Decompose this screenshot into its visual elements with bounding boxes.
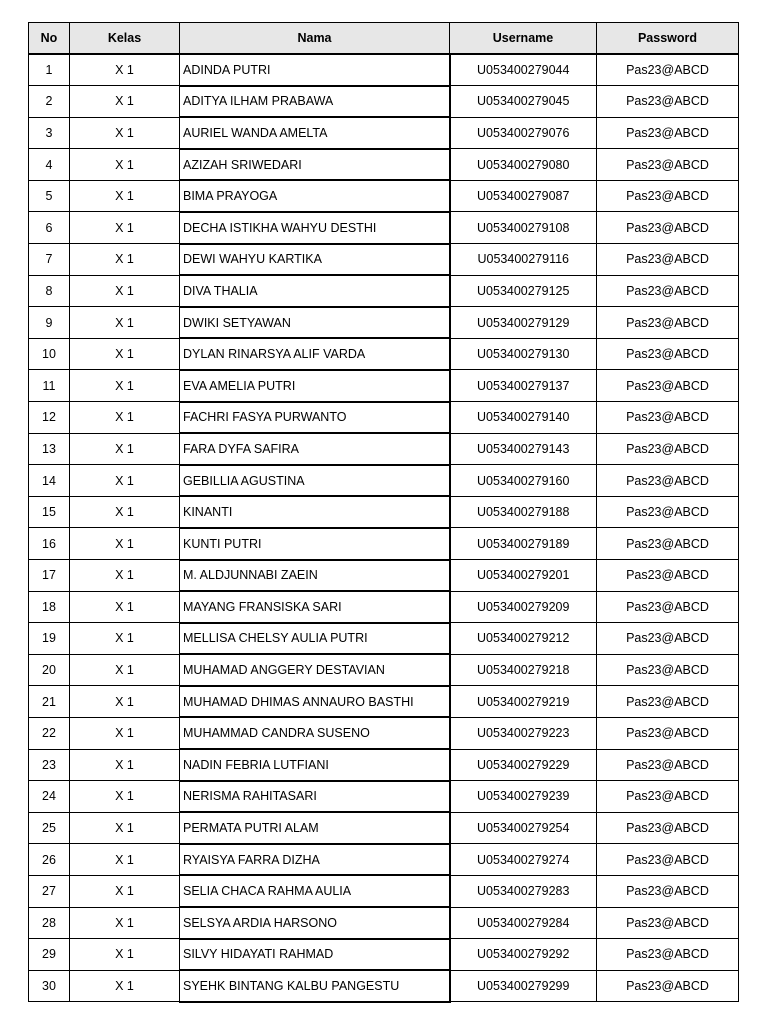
table-row	[29, 465, 739, 497]
table-row	[29, 275, 739, 307]
cell-nama: PERMATA PUTRI ALAM	[180, 812, 450, 844]
cell-username: U053400279137	[450, 370, 597, 402]
cell-nama: MUHAMAD DHIMAS ANNAURO BASTHI	[180, 686, 450, 718]
cell-username: U053400279076	[450, 117, 597, 149]
cell-nama: SILVY HIDAYATI RAHMAD	[180, 939, 450, 971]
cell-no: 12	[29, 402, 70, 434]
cell-password: Pas23@ABCD	[597, 307, 739, 339]
cell-kelas: X 1	[70, 939, 180, 971]
cell-nama: MAYANG FRANSISKA SARI	[180, 591, 450, 623]
cell-password: Pas23@ABCD	[597, 370, 739, 402]
cell-username: U053400279239	[450, 781, 597, 813]
table-row	[29, 212, 739, 244]
cell-password: Pas23@ABCD	[597, 275, 739, 307]
table-row	[29, 844, 739, 876]
cell-kelas: X 1	[70, 149, 180, 181]
cell-no: 17	[29, 560, 70, 592]
cell-kelas: X 1	[70, 244, 180, 276]
cell-no: 14	[29, 465, 70, 497]
table-body	[29, 54, 739, 1002]
cell-username: U053400279209	[450, 591, 597, 623]
cell-no: 29	[29, 939, 70, 971]
cell-username: U053400279080	[450, 149, 597, 181]
cell-kelas: X 1	[70, 717, 180, 749]
cell-username: U053400279201	[450, 560, 597, 592]
cell-username: U053400279130	[450, 338, 597, 370]
cell-kelas: X 1	[70, 686, 180, 718]
cell-no: 2	[29, 86, 70, 118]
cell-no: 28	[29, 907, 70, 939]
table-row	[29, 338, 739, 370]
cell-password: Pas23@ABCD	[597, 654, 739, 686]
cell-nama: ADINDA PUTRI	[180, 54, 450, 86]
cell-username: U053400279129	[450, 307, 597, 339]
cell-password: Pas23@ABCD	[597, 749, 739, 781]
cell-kelas: X 1	[70, 402, 180, 434]
table-row	[29, 402, 739, 434]
cell-password: Pas23@ABCD	[597, 844, 739, 876]
table-row	[29, 307, 739, 339]
cell-no: 11	[29, 370, 70, 402]
cell-no: 30	[29, 970, 70, 1002]
cell-nama: NERISMA RAHITASARI	[180, 781, 450, 813]
cell-no: 18	[29, 591, 70, 623]
cell-username: U053400279212	[450, 623, 597, 655]
cell-nama: AZIZAH SRIWEDARI	[180, 149, 450, 181]
cell-no: 6	[29, 212, 70, 244]
cell-no: 16	[29, 528, 70, 560]
cell-no: 9	[29, 307, 70, 339]
header-nama: Nama	[180, 23, 450, 55]
table-row	[29, 433, 739, 465]
cell-username: U053400279218	[450, 654, 597, 686]
cell-kelas: X 1	[70, 528, 180, 560]
cell-no: 15	[29, 496, 70, 528]
cell-password: Pas23@ABCD	[597, 244, 739, 276]
table-row	[29, 149, 739, 181]
cell-password: Pas23@ABCD	[597, 781, 739, 813]
cell-no: 27	[29, 875, 70, 907]
cell-username: U053400279125	[450, 275, 597, 307]
cell-kelas: X 1	[70, 844, 180, 876]
cell-username: U053400279188	[450, 496, 597, 528]
cell-kelas: X 1	[70, 54, 180, 86]
cell-nama: BIMA PRAYOGA	[180, 180, 450, 212]
cell-nama: DYLAN RINARSYA ALIF VARDA	[180, 338, 450, 370]
table-row	[29, 180, 739, 212]
cell-no: 7	[29, 244, 70, 276]
cell-no: 5	[29, 180, 70, 212]
cell-password: Pas23@ABCD	[597, 686, 739, 718]
table-row	[29, 86, 739, 118]
cell-kelas: X 1	[70, 338, 180, 370]
cell-nama: M. ALDJUNNABI ZAEIN	[180, 560, 450, 592]
cell-username: U053400279140	[450, 402, 597, 434]
cell-kelas: X 1	[70, 496, 180, 528]
account-list-sheet	[28, 22, 739, 1003]
cell-password: Pas23@ABCD	[597, 180, 739, 212]
cell-username: U053400279160	[450, 465, 597, 497]
table-row	[29, 749, 739, 781]
cell-password: Pas23@ABCD	[597, 212, 739, 244]
cell-password: Pas23@ABCD	[597, 875, 739, 907]
cell-username: U053400279087	[450, 180, 597, 212]
table-row	[29, 623, 739, 655]
cell-password: Pas23@ABCD	[597, 338, 739, 370]
cell-kelas: X 1	[70, 307, 180, 339]
table-row	[29, 907, 739, 939]
cell-nama: SYEHK BINTANG KALBU PANGESTU	[180, 970, 450, 1002]
cell-no: 13	[29, 433, 70, 465]
cell-no: 8	[29, 275, 70, 307]
cell-username: U053400279299	[450, 970, 597, 1002]
cell-username: U053400279143	[450, 433, 597, 465]
cell-kelas: X 1	[70, 970, 180, 1002]
cell-password: Pas23@ABCD	[597, 433, 739, 465]
cell-username: U053400279045	[450, 86, 597, 118]
cell-kelas: X 1	[70, 117, 180, 149]
cell-password: Pas23@ABCD	[597, 117, 739, 149]
cell-password: Pas23@ABCD	[597, 717, 739, 749]
cell-kelas: X 1	[70, 370, 180, 402]
table-row	[29, 717, 739, 749]
table-row	[29, 686, 739, 718]
cell-username: U053400279189	[450, 528, 597, 560]
cell-username: U053400279223	[450, 717, 597, 749]
cell-no: 10	[29, 338, 70, 370]
table-row	[29, 654, 739, 686]
cell-kelas: X 1	[70, 560, 180, 592]
cell-password: Pas23@ABCD	[597, 528, 739, 560]
cell-kelas: X 1	[70, 781, 180, 813]
cell-password: Pas23@ABCD	[597, 86, 739, 118]
cell-password: Pas23@ABCD	[597, 560, 739, 592]
cell-nama: FARA DYFA SAFIRA	[180, 433, 450, 465]
cell-password: Pas23@ABCD	[597, 54, 739, 86]
cell-password: Pas23@ABCD	[597, 970, 739, 1002]
cell-kelas: X 1	[70, 907, 180, 939]
cell-nama: DEWI WAHYU KARTIKA	[180, 244, 450, 276]
table-row	[29, 528, 739, 560]
header-kelas: Kelas	[70, 23, 180, 55]
cell-kelas: X 1	[70, 86, 180, 118]
cell-nama: KUNTI PUTRI	[180, 528, 450, 560]
table-row	[29, 970, 739, 1002]
cell-nama: ADITYA ILHAM PRABAWA	[180, 86, 450, 118]
table-row	[29, 812, 739, 844]
cell-no: 24	[29, 781, 70, 813]
header-no: No	[29, 23, 70, 55]
cell-no: 4	[29, 149, 70, 181]
cell-username: U053400279283	[450, 875, 597, 907]
cell-nama: DECHA ISTIKHA WAHYU DESTHI	[180, 212, 450, 244]
table-row	[29, 560, 739, 592]
table-row	[29, 370, 739, 402]
cell-password: Pas23@ABCD	[597, 939, 739, 971]
cell-kelas: X 1	[70, 812, 180, 844]
cell-password: Pas23@ABCD	[597, 623, 739, 655]
table-row	[29, 875, 739, 907]
cell-nama: GEBILLIA AGUSTINA	[180, 465, 450, 497]
cell-password: Pas23@ABCD	[597, 402, 739, 434]
cell-kelas: X 1	[70, 465, 180, 497]
table-row	[29, 117, 739, 149]
cell-kelas: X 1	[70, 433, 180, 465]
table-row	[29, 781, 739, 813]
cell-nama: MELLISA CHELSY AULIA PUTRI	[180, 623, 450, 655]
cell-nama: SELSYA ARDIA HARSONO	[180, 907, 450, 939]
cell-no: 25	[29, 812, 70, 844]
cell-password: Pas23@ABCD	[597, 496, 739, 528]
cell-username: U053400279044	[450, 54, 597, 86]
table-header-row	[29, 23, 739, 55]
table-row	[29, 496, 739, 528]
table-row	[29, 54, 739, 86]
cell-nama: DIVA THALIA	[180, 275, 450, 307]
cell-username: U053400279254	[450, 812, 597, 844]
cell-username: U053400279229	[450, 749, 597, 781]
account-table	[28, 22, 739, 1003]
cell-nama: MUHAMMAD CANDRA SUSENO	[180, 717, 450, 749]
cell-nama: AURIEL WANDA AMELTA	[180, 117, 450, 149]
cell-password: Pas23@ABCD	[597, 812, 739, 844]
cell-kelas: X 1	[70, 591, 180, 623]
cell-username: U053400279116	[450, 244, 597, 276]
cell-nama: KINANTI	[180, 496, 450, 528]
cell-no: 19	[29, 623, 70, 655]
cell-nama: MUHAMAD ANGGERY DESTAVIAN	[180, 654, 450, 686]
cell-nama: NADIN FEBRIA LUTFIANI	[180, 749, 450, 781]
cell-kelas: X 1	[70, 180, 180, 212]
cell-kelas: X 1	[70, 749, 180, 781]
cell-kelas: X 1	[70, 275, 180, 307]
cell-username: U053400279274	[450, 844, 597, 876]
cell-password: Pas23@ABCD	[597, 465, 739, 497]
table-row	[29, 244, 739, 276]
cell-nama: DWIKI SETYAWAN	[180, 307, 450, 339]
header-username: Username	[450, 23, 597, 55]
cell-nama: SELIA CHACA RAHMA AULIA	[180, 875, 450, 907]
cell-kelas: X 1	[70, 654, 180, 686]
cell-no: 21	[29, 686, 70, 718]
cell-nama: FACHRI FASYA PURWANTO	[180, 402, 450, 434]
header-password: Password	[597, 23, 739, 55]
cell-password: Pas23@ABCD	[597, 907, 739, 939]
cell-password: Pas23@ABCD	[597, 149, 739, 181]
cell-username: U053400279284	[450, 907, 597, 939]
cell-no: 3	[29, 117, 70, 149]
cell-nama: RYAISYA FARRA DIZHA	[180, 844, 450, 876]
cell-nama: EVA AMELIA PUTRI	[180, 370, 450, 402]
table-row	[29, 591, 739, 623]
cell-username: U053400279108	[450, 212, 597, 244]
cell-kelas: X 1	[70, 212, 180, 244]
cell-username: U053400279219	[450, 686, 597, 718]
cell-no: 1	[29, 54, 70, 86]
cell-password: Pas23@ABCD	[597, 591, 739, 623]
cell-no: 22	[29, 717, 70, 749]
cell-no: 23	[29, 749, 70, 781]
table-row	[29, 939, 739, 971]
cell-no: 26	[29, 844, 70, 876]
cell-username: U053400279292	[450, 939, 597, 971]
cell-no: 20	[29, 654, 70, 686]
cell-kelas: X 1	[70, 875, 180, 907]
cell-kelas: X 1	[70, 623, 180, 655]
